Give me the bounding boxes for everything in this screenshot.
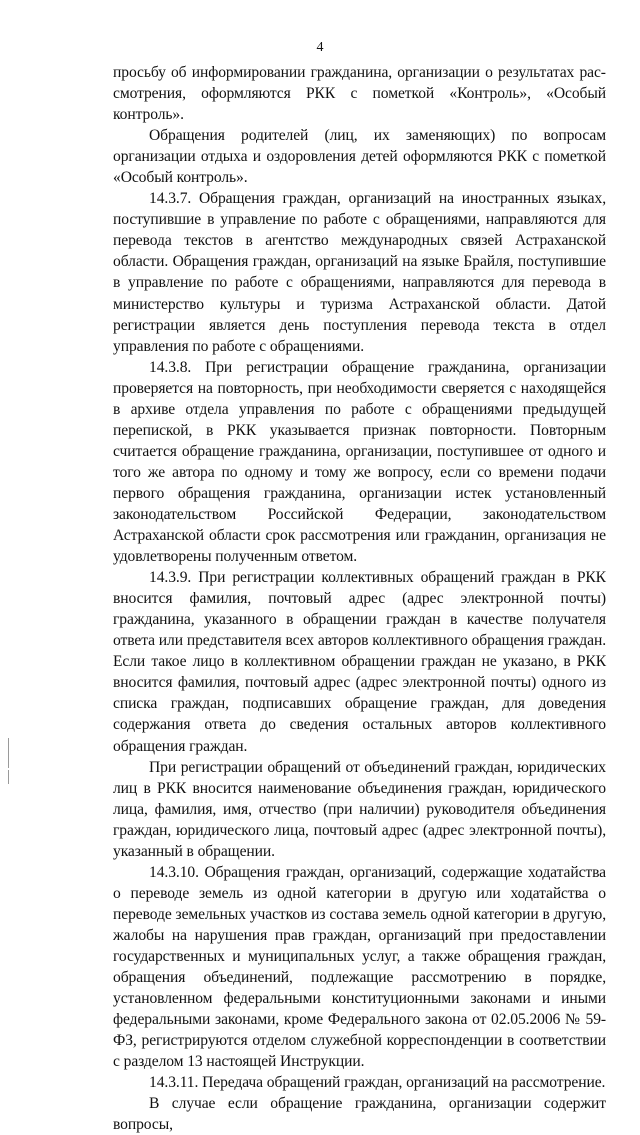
- document-body: [113, 62, 606, 1135]
- paragraph-14-3-10: 14.3.10. Обращения граждан, организаций, содержащие ходатайства о переводе земель из одной категории в другую или ходатайства о переводе земельных участков из состава земель одной категории в другую, жалобы на нарушения прав граждан, организаций при предоставлении государственных и муниципальных услуг, а также обращения граждан, обращения объединений, подлежащие рассмотрению в порядке, установленном федеральными конституционными законами и иными федеральными законами, кроме Федерального закона от 02.05.2006 № 59-ФЗ, регистрируются отделом служебной корреспонденции в соответствии с разделом 13 настоящей Инструкции.: [113, 863, 606, 1071]
- paragraph-final-line: В случае если обращение гражданина, организации содержит вопросы,: [113, 1095, 606, 1134]
- scan-margin-mark: [8, 770, 9, 784]
- paragraph-14-3-8: 14.3.8. При регистрации обращение гражданина, организации проверяется на повторность, при необходимости сверяется с находящейся в архиве отдела управления по работе с обращениями предыдущей перепиской, в РКК указывается признак повторности. Повторным считается обращение гражданина, организации, поступившее от одного и того же автора по одному и тому же вопросу, если со времени подачи первого обращения гражданина, организации истек установленный законодательством Российской Федерации, законодательством Астраханской области срок рассмотрения или гражданин, организация не удовлетворены полученным ответом.: [113, 358, 606, 566]
- paragraph-continuation: просьбу об информировании гражданина, организации о результатах рассмотрения, оформляются РКК с пометкой «Контроль», «Особый контроль».: [113, 64, 606, 124]
- scan-margin-mark: [8, 738, 9, 768]
- paragraph-14-3-7: 14.3.7. Обращения граждан, организаций на иностранных языках, поступившие в управление по работе с обращениями, направляются для перевода текстов в агентство международных связей Астраханской области. Обращения граждан, организаций на языке Брайля, поступившие в управление по работе с обращениями, направляются для перевода в министерство культуры и туризма Астраханской области. Датой регистрации является день поступления перевода текста в отдел управления по работе с обращениями.: [113, 190, 606, 355]
- paragraph-14-3-11: 14.3.11. Передача обращений граждан, организаций на рассмотрение.: [149, 1074, 606, 1092]
- paragraph-associations-registration: При регистрации обращений от объединений граждан, юридических лиц в РКК вносится наименование объединения граждан, юридического лица, фамилия, имя, отчество (при наличии) руководителя объединения граждан, юридического лица, почтовый адрес (адрес электронной почты), указанный в обращении.: [113, 758, 606, 860]
- paragraph-14-3-9: 14.3.9. При регистрации коллективных обращений граждан в РКК вносится фамилия, почтовый адрес (адрес электронной почты) гражданина, указанного в обращении граждан в качестве получателя ответа или представителя всех авторов коллективного обращения граждан. Если такое лицо в коллективном обращении граждан не указано, в РКК вносится фамилия, почтовый адрес (адрес электронной почты) одного из списка граждан, подписавших обращение граждан, для доведения содержания ответа до сведения остальных авторов коллективного обращения граждан.: [113, 569, 606, 755]
- page-number: 4: [316, 40, 324, 55]
- paragraph-parents-requests: Обращения родителей (лиц, их заменяющих) по вопросам организации отдыха и оздоровления детей оформляются РКК с пометкой «Особый контроль».: [113, 127, 606, 187]
